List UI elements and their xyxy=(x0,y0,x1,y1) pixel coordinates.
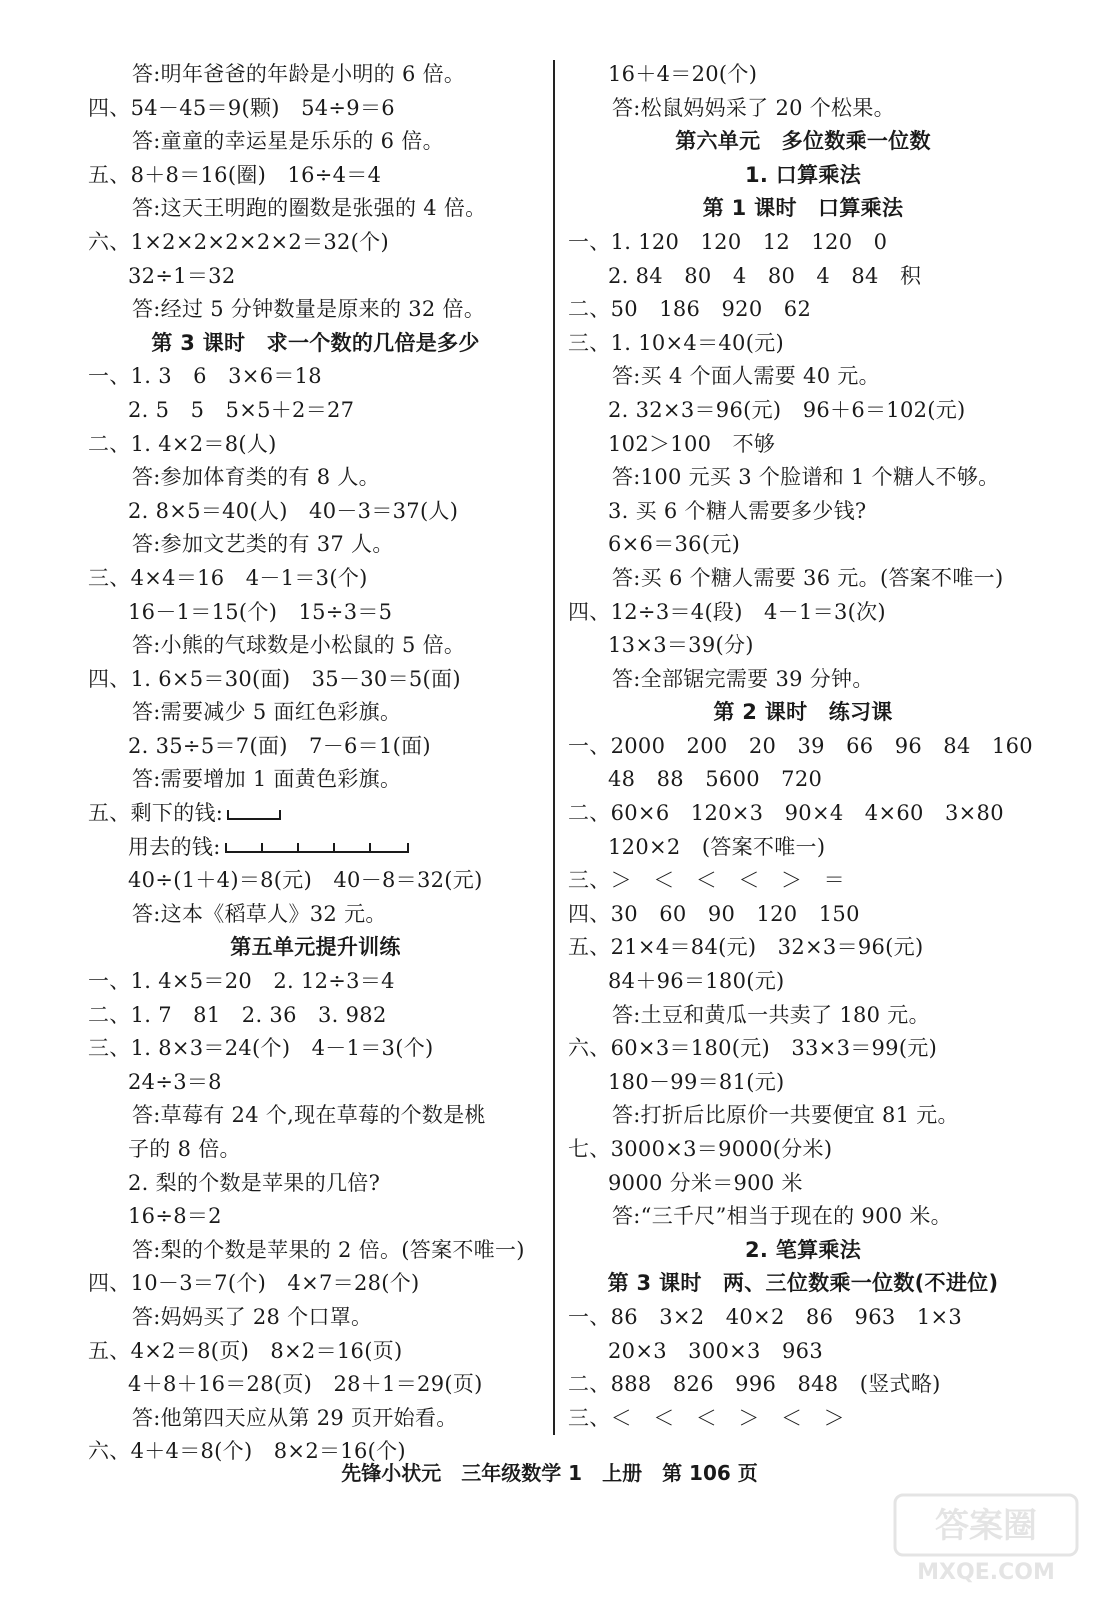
section-heading xyxy=(88,931,543,965)
answer-line xyxy=(88,965,543,999)
answer-line xyxy=(88,730,543,764)
line-text: 七、3000×3＝9000(分米) xyxy=(568,1137,833,1161)
section-heading xyxy=(568,1234,1038,1268)
answer-line xyxy=(88,226,543,260)
answer-line xyxy=(88,394,543,428)
line-text: 第 3 课时 求一个数的几倍是多少 xyxy=(151,330,480,355)
line-text: 三、4×4＝16 4－1＝3(个) xyxy=(88,565,368,590)
line-text: 答:土豆和黄瓜一共卖了 180 元。 xyxy=(612,1002,930,1027)
line-text: 答:参加体育类的有 8 人。 xyxy=(132,465,380,490)
answer-line xyxy=(88,831,543,865)
line-text: 120×2 (答案不唯一) xyxy=(608,834,826,859)
answer-line xyxy=(568,495,1038,529)
answer-line xyxy=(568,293,1038,327)
line-text: 2. 梨的个数是苹果的几倍? xyxy=(128,1170,381,1195)
answer-line xyxy=(568,394,1038,428)
answer-line xyxy=(88,1368,543,1402)
answer-line xyxy=(88,495,543,529)
answer-line xyxy=(568,1200,1038,1234)
line-text: 三、＞ ＜ ＜ ＜ ＞ ＝ xyxy=(568,868,845,893)
line-text: 84＋96＝180(元) xyxy=(608,969,785,994)
answer-line xyxy=(88,696,543,730)
line-text: 答:买 4 个面人需要 40 元。 xyxy=(612,364,880,389)
answer-line xyxy=(568,730,1038,764)
line-text: 五、21×4＝84(元) 32×3＝96(元) xyxy=(568,935,924,960)
answer-line xyxy=(568,428,1038,462)
right-column xyxy=(568,58,1038,1435)
answer-line xyxy=(88,58,543,92)
answer-line xyxy=(88,562,543,596)
line-text: 答:全部锯完需要 39 分钟。 xyxy=(612,666,874,691)
line-text: 二、50 186 920 62 xyxy=(568,297,812,322)
line-text: 第 3 课时 两、三位数乘一位数(不进位) xyxy=(607,1271,999,1296)
line-text: 24÷3＝8 xyxy=(128,1069,222,1094)
line-text: 4＋8＋16＝28(页) 28＋1＝29(页) xyxy=(128,1372,483,1397)
line-text: 答:需要增加 1 面黄色彩旗。 xyxy=(132,767,402,792)
line-text: 16＋4＝20(个) xyxy=(608,62,758,86)
line-text: 第六单元 多位数乘一位数 xyxy=(675,129,931,154)
line-text: 答:这本《稻草人》32 元。 xyxy=(132,901,387,926)
watermark-logo xyxy=(891,1491,1081,1586)
line-text: 一、1. 120 120 12 120 0 xyxy=(568,229,888,254)
answer-line xyxy=(568,629,1038,663)
answer-line xyxy=(88,797,543,831)
line-text: 三、1. 8×3＝24(个) 4－1＝3(个) xyxy=(88,1036,434,1061)
answer-line xyxy=(568,1301,1038,1335)
answer-line xyxy=(88,1032,543,1066)
line-text: 三、1. 10×4＝40(元) xyxy=(568,330,784,355)
answer-line xyxy=(88,159,543,193)
answer-line xyxy=(88,864,543,898)
line-text: 答:需要减少 5 面红色彩旗。 xyxy=(132,700,402,725)
line-text: 20×3 300×3 963 xyxy=(608,1338,823,1363)
line-text: 用去的钱: xyxy=(128,834,221,859)
answer-line xyxy=(568,965,1038,999)
answer-line xyxy=(88,596,543,630)
line-text: 102＞100 不够 xyxy=(608,431,776,456)
answer-line xyxy=(88,360,543,394)
answer-line xyxy=(568,1066,1038,1100)
answer-line xyxy=(568,226,1038,260)
answer-line xyxy=(568,260,1038,294)
line-text: 2. 84 80 4 80 4 84 积 xyxy=(608,263,922,288)
line-text: 答:草莓有 24 个,现在草莓的个数是桃 xyxy=(132,1103,486,1128)
line-text: 五、4×2＝8(页) 8×2＝16(页) xyxy=(88,1338,403,1363)
line-text: 答:100 元买 3 个脸谱和 1 个糖人不够。 xyxy=(612,465,1000,490)
answer-line xyxy=(88,663,543,697)
answer-line xyxy=(568,1335,1038,1369)
line-text: 二、888 826 996 848 (竖式略) xyxy=(568,1372,941,1397)
line-text: 一、1. 4×5＝20 2. 12÷3＝4 xyxy=(88,969,395,994)
answer-line xyxy=(568,528,1038,562)
answer-line xyxy=(568,562,1038,596)
answer-line xyxy=(88,293,543,327)
line-text: 答:松鼠妈妈采了 20 个松果。 xyxy=(612,95,895,120)
answer-line xyxy=(568,1032,1038,1066)
answer-line xyxy=(568,663,1038,697)
line-text: 答:打折后比原价一共要便宜 81 元。 xyxy=(612,1103,959,1128)
line-text: 13×3＝39(分) xyxy=(608,633,754,658)
svg-text:答案圈: 答案圈 xyxy=(935,1506,1037,1546)
line-text: 2. 35÷5＝7(面) 7－6＝1(面) xyxy=(128,733,431,758)
answer-line xyxy=(88,1066,543,1100)
line-text: 40÷(1＋4)＝8(元) 40－8＝32(元) xyxy=(128,868,483,893)
answer-line xyxy=(568,92,1038,126)
answer-line xyxy=(568,327,1038,361)
line-text: 答:明年爸爸的年龄是小明的 6 倍。 xyxy=(132,62,466,86)
line-text: 二、60×6 120×3 90×4 4×60 3×80 xyxy=(568,801,1004,826)
line-text: 2. 5 5 5×5＋2＝27 xyxy=(128,397,355,422)
answer-line xyxy=(568,1133,1038,1167)
answer-line xyxy=(568,58,1038,92)
line-text: 答:参加文艺类的有 37 人。 xyxy=(132,532,394,557)
line-text: 四、30 60 90 120 150 xyxy=(568,901,860,926)
line-text: 四、12÷3＝4(段) 4－1＝3(次) xyxy=(568,599,886,624)
line-text: 答:妈妈买了 28 个口罩。 xyxy=(132,1304,373,1329)
line-text: 三、＜ ＜ ＜ ＞ ＜ ＞ xyxy=(568,1405,845,1430)
answer-line xyxy=(88,1335,543,1369)
answer-line xyxy=(568,1167,1038,1201)
section-heading xyxy=(568,125,1038,159)
answer-line xyxy=(568,999,1038,1033)
answer-line xyxy=(88,999,543,1033)
line-text: 第 1 课时 口算乘法 xyxy=(702,196,904,221)
line-text: 3. 买 6 个糖人需要多少钱? xyxy=(608,498,867,523)
line-text: 六、1×2×2×2×2×2＝32(个) xyxy=(88,229,389,254)
line-text: 二、1. 7 81 2. 36 3. 982 xyxy=(88,1002,387,1027)
answer-line xyxy=(88,1200,543,1234)
answer-line xyxy=(568,596,1038,630)
line-text: 6×6＝36(元) xyxy=(608,532,741,557)
line-text: 答:买 6 个糖人需要 36 元。(答案不唯一) xyxy=(612,565,1004,590)
line-text: 1. 口算乘法 xyxy=(745,162,861,187)
line-text: 一、1. 3 6 3×6＝18 xyxy=(88,364,322,389)
line-text: 答:小熊的气球数是小松鼠的 5 倍。 xyxy=(132,633,466,658)
line-text: 答:“三千尺”相当于现在的 900 米。 xyxy=(612,1204,952,1229)
section-heading xyxy=(568,696,1038,730)
line-text: 9000 分米＝900 米 xyxy=(608,1170,803,1195)
answer-line xyxy=(568,360,1038,394)
answer-line xyxy=(88,1267,543,1301)
answer-line xyxy=(568,864,1038,898)
line-text: 答:他第四天应从第 29 页开始看。 xyxy=(132,1405,458,1430)
line-text: 2. 32×3＝96(元) 96＋6＝102(元) xyxy=(608,397,966,422)
answer-line xyxy=(88,1133,543,1167)
line-text: 答:梨的个数是苹果的 2 倍。(答案不唯一) xyxy=(132,1237,525,1262)
answer-line xyxy=(568,1368,1038,1402)
line-text: 第 2 课时 练习课 xyxy=(713,700,893,725)
line-text: 16÷8＝2 xyxy=(128,1204,222,1229)
answer-line xyxy=(568,898,1038,932)
line-text: 答:童童的幸运星是乐乐的 6 倍。 xyxy=(132,129,444,154)
answer-line xyxy=(88,125,543,159)
section-heading xyxy=(568,1267,1038,1301)
answer-line xyxy=(88,629,543,663)
segment-diagram xyxy=(227,810,281,820)
line-text: 四、10－3＝7(个) 4×7＝28(个) xyxy=(88,1271,420,1296)
answer-line xyxy=(88,92,543,126)
line-text: 答:这天王明跑的圈数是张强的 4 倍。 xyxy=(132,196,487,221)
line-text: 一、2000 200 20 39 66 96 84 160 xyxy=(568,733,1033,758)
line-text: 答:经过 5 分钟数量是原来的 32 倍。 xyxy=(132,297,486,322)
answer-line xyxy=(568,461,1038,495)
answer-line xyxy=(568,1402,1038,1436)
line-text: 2. 笔算乘法 xyxy=(745,1237,861,1262)
left-column xyxy=(88,58,543,1469)
answer-line xyxy=(568,1099,1038,1133)
line-text: 48 88 5600 720 xyxy=(608,767,823,792)
section-heading xyxy=(88,327,543,361)
answer-line xyxy=(568,831,1038,865)
line-text: 五、剩下的钱: xyxy=(88,801,224,826)
section-heading xyxy=(568,192,1038,226)
line-text: 180－99＝81(元) xyxy=(608,1069,785,1094)
page-footer: 先锋小状元 三年级数学 1 上册 第 106 页 xyxy=(341,1461,758,1485)
line-text: 五、8＋8＝16(圈) 16÷4＝4 xyxy=(88,162,382,187)
svg-text:MXQE.COM: MXQE.COM xyxy=(917,1560,1055,1585)
line-text: 四、54－45＝9(颗) 54÷9＝6 xyxy=(88,95,395,120)
line-text: 子的 8 倍。 xyxy=(128,1137,241,1161)
answer-line xyxy=(88,192,543,226)
answer-line xyxy=(88,260,543,294)
line-text: 二、1. 4×2＝8(人) xyxy=(88,431,277,456)
answer-line xyxy=(88,763,543,797)
line-text: 第五单元提升训练 xyxy=(230,935,401,960)
line-text: 四、1. 6×5＝30(面) 35－30＝5(面) xyxy=(88,666,461,691)
line-text: 32÷1＝32 xyxy=(128,263,236,288)
line-text: 一、86 3×2 40×2 86 963 1×3 xyxy=(568,1304,963,1329)
answer-line xyxy=(568,763,1038,797)
answer-line xyxy=(88,1099,543,1133)
answer-line xyxy=(88,1402,543,1436)
answer-line xyxy=(568,797,1038,831)
answer-line xyxy=(88,1234,543,1268)
answer-line xyxy=(88,428,543,462)
section-heading xyxy=(568,159,1038,193)
answer-line xyxy=(88,528,543,562)
answer-line xyxy=(88,1167,543,1201)
segment-diagram xyxy=(225,843,409,853)
answer-line xyxy=(88,898,543,932)
line-text: 16－1＝15(个) 15÷3＝5 xyxy=(128,599,393,624)
answer-line xyxy=(88,1301,543,1335)
line-text: 六、60×3＝180(元) 33×3＝99(元) xyxy=(568,1036,938,1061)
answer-line xyxy=(88,461,543,495)
column-divider xyxy=(553,60,555,1435)
line-text: 六、4＋4＝8(个) 8×2＝16(个) xyxy=(88,1439,406,1464)
answer-line xyxy=(568,931,1038,965)
line-text: 2. 8×5＝40(人) 40－3＝37(人) xyxy=(128,498,459,523)
